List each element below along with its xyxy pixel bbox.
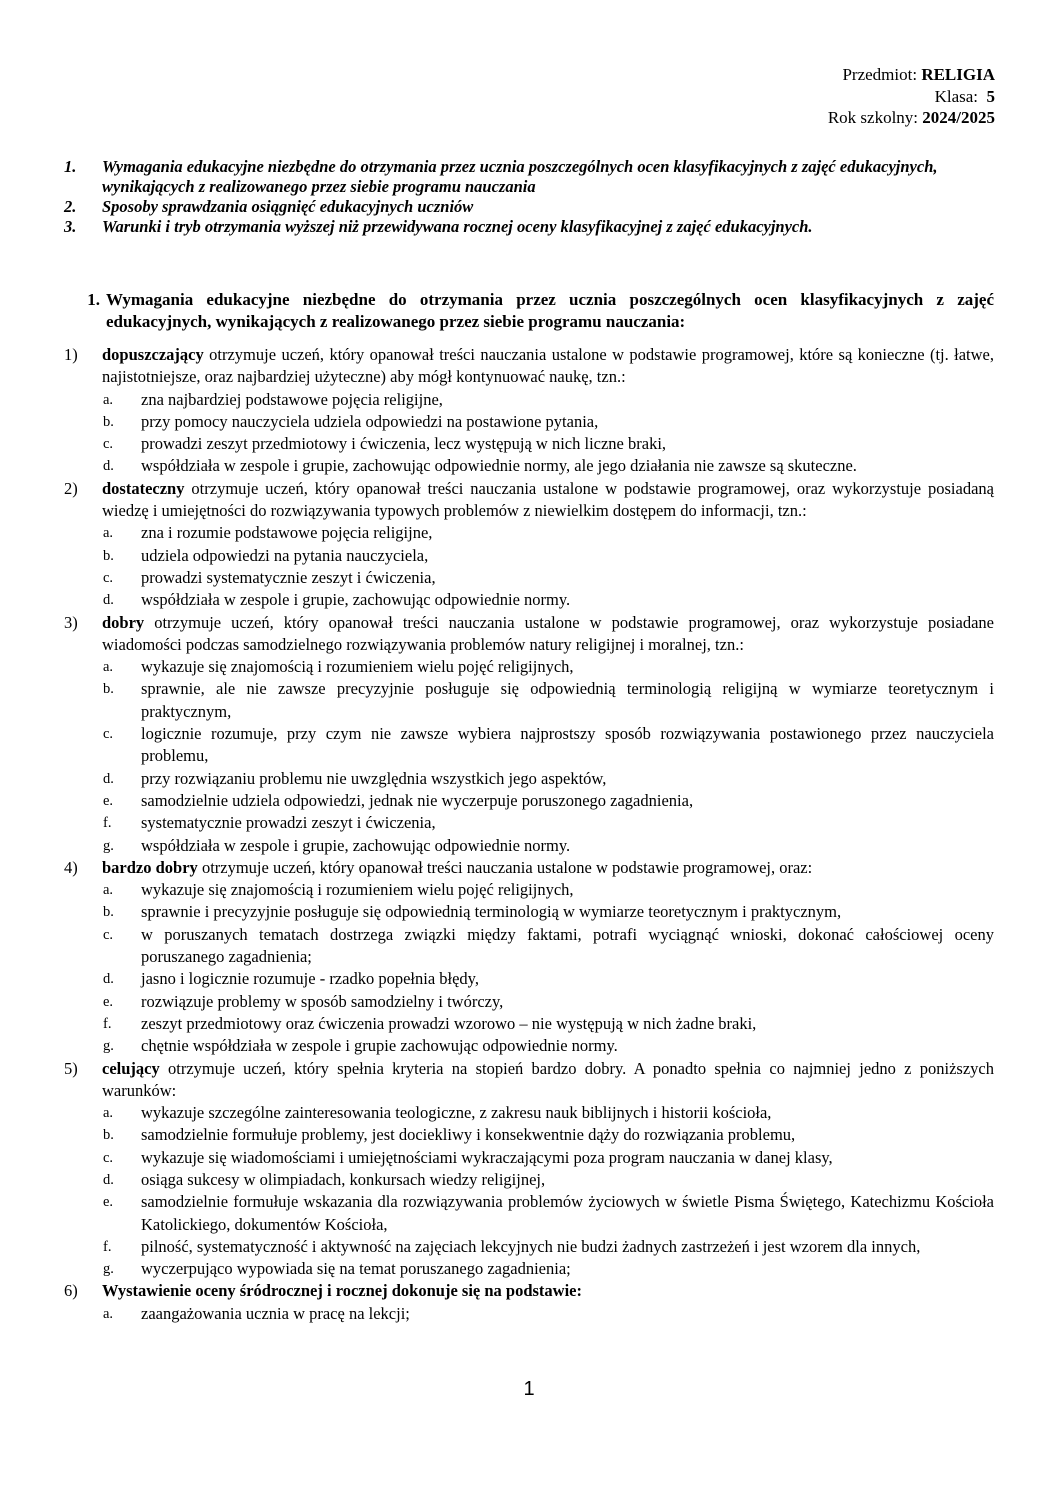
criterion-item (103, 991, 994, 1013)
criterion-letter: f. (103, 815, 112, 832)
criterion-letter: c. (103, 1149, 114, 1166)
criterion-letter: b. (103, 413, 114, 430)
criterion-text: zna i rozumie podstawowe pojęcia religijne, (141, 523, 433, 543)
grades-list (64, 344, 999, 1325)
criteria-list (103, 656, 994, 857)
class-label: Klasa: (934, 86, 978, 106)
criterion-letter: e. (103, 792, 114, 809)
criterion-text: zna najbardziej podstawowe pojęcia religijne, (141, 389, 443, 409)
criteria-list (103, 389, 994, 478)
criterion-item (103, 1258, 994, 1280)
year-label: Rok szkolny: (827, 108, 919, 127)
criterion-letter: c. (103, 726, 114, 743)
criterion-item (103, 924, 994, 969)
criterion-item (103, 1013, 994, 1035)
criterion-text: osiąga sukcesy w olimpiadach, konkursach wiedzy religijnej, (141, 1169, 546, 1189)
criterion-item (103, 389, 994, 411)
grade-body (102, 857, 994, 1058)
criterion-item (103, 1035, 994, 1057)
toc-item-text: Warunki i tryb otrzymania wyższej niż przewidywana rocznej oceny klasyfikacyjnej z zajęć edukacyjnych. (102, 217, 813, 236)
toc-item-number: 1. (64, 157, 77, 176)
subject-line (828, 64, 995, 86)
criterion-letter: c. (103, 926, 114, 943)
grade-number: 1) (64, 345, 78, 364)
section-number: 1. (87, 290, 100, 309)
page-number: 1 (523, 1378, 535, 1400)
criterion-letter: b. (103, 1127, 114, 1144)
year-value: 2024/2025 (922, 108, 995, 127)
criterion-item (103, 522, 994, 544)
criterion-letter: a. (103, 1105, 114, 1122)
section-title: Wymagania edukacyjne niezbędne do otrzymania przez ucznia poszczególnych ocen klasyfikacyjnych z zajęć edukacyjnych, wynikających z realizowanego przez siebie programu nauczania: (106, 290, 994, 331)
criterion-text: systematycznie prowadzi zeszyt i ćwiczenia, (141, 813, 436, 833)
grade-text: otrzymuje uczeń, który opanował treści nauczania ustalone w podstawie programowej, oraz wykorzystuje posiadane wiadomości podczas samodzielnego rozwiązywania problemów natury religijnej i moralnej, tzn.: (102, 612, 999, 654)
criteria-list (103, 522, 994, 611)
criterion-text: prowadzi zeszyt przedmiotowy i ćwiczenia, lecz występują w nich liczne braki, (141, 434, 667, 454)
criterion-item (103, 901, 994, 923)
criterion-item (103, 1191, 994, 1236)
toc-item (64, 157, 999, 197)
grade-name: Wystawienie oceny śródrocznej i rocznej dokonuje się na podstawie: (102, 1281, 582, 1301)
criterion-item (103, 567, 994, 589)
criterion-letter: d. (103, 592, 114, 609)
criterion-letter: d. (103, 458, 114, 475)
criterion-item (103, 768, 994, 790)
criterion-text: samodzielnie formułuje wskazania dla rozwiązywania problemów życiowych w świetle Pisma Świętego, Katechizmu Kościoła Katolickiego, dokumentów Kościoła, (141, 1192, 994, 1234)
criterion-text: udziela odpowiedzi na pytania nauczyciela, (141, 545, 429, 565)
subject-label: Przedmiot: (842, 65, 918, 84)
criterion-letter: a. (103, 391, 114, 408)
class-line (828, 86, 995, 108)
grade-name: bardzo dobry (102, 857, 198, 877)
grade-body (102, 612, 999, 857)
grade-description (102, 478, 999, 523)
criterion-text: samodzielnie formułuje problemy, jest dociekliwy i konsekwentnie dąży do rozwiązania problemu, (141, 1125, 796, 1145)
grade-text: otrzymuje uczeń, który opanował treści nauczania ustalone w podstawie programowej, oraz: (197, 857, 813, 877)
grade-name: dostateczny (102, 478, 185, 498)
criterion-letter: g. (103, 837, 114, 854)
criterion-item (103, 879, 994, 901)
grade-text: otrzymuje uczeń, który opanował treści nauczania ustalone w podstawie programowej, które są konieczne (tj. łatwe, najistotniejsze, oraz najbardziej użyteczne) aby mógł kontynuować naukę, tzn.: (102, 345, 999, 387)
criterion-text: wykazuje szczególne zainteresowania teologiczne, z zakresu nauk biblijnych i historii kościoła, (141, 1103, 772, 1123)
criterion-text: współdziała w zespole i grupie, zachowując odpowiednie normy. (141, 835, 571, 855)
criterion-item (103, 656, 994, 678)
grade-description (102, 612, 999, 657)
criterion-text: sprawnie, ale nie zawsze precyzyjnie posługuje się odpowiednią terminologią religijną w wymiarze teoretycznym i praktycznym, (141, 679, 994, 721)
criterion-letter: b. (103, 547, 114, 564)
criterion-letter: d. (103, 770, 114, 787)
grade-item (64, 478, 999, 612)
section-heading (64, 289, 994, 333)
criterion-letter: d. (103, 1171, 114, 1188)
criterion-letter: a. (103, 659, 114, 676)
grade-number: 5) (64, 1058, 78, 1078)
criterion-letter: g. (103, 1261, 114, 1278)
subject-value: RELIGIA (921, 65, 995, 84)
criterion-item (103, 968, 994, 990)
grade-body (102, 1058, 999, 1281)
criterion-item (103, 1102, 994, 1124)
criterion-text: wyczerpująco wypowiada się na temat poruszanego zagadnienia; (141, 1259, 571, 1279)
criterion-letter: f. (103, 1015, 112, 1032)
criterion-item (103, 1303, 994, 1325)
criterion-text: jasno i logicznie rozumuje - rzadko popełnia błędy, (141, 969, 479, 989)
criterion-text: w poruszanych tematach dostrzega związki między faktami, potrafi wyciągnąć wnioski, dokonać całościowej oceny poruszanego zagadnienia; (141, 924, 994, 967)
toc-item (64, 197, 999, 217)
criterion-letter: c. (103, 436, 114, 453)
grade-number: 2) (64, 478, 78, 498)
criterion-text: pilność, systematyczność i aktywność na zajęciach lekcyjnych nie budzi żadnych zastrzeżeń i jest wzorem dla innych, (141, 1236, 921, 1256)
criterion-item (103, 411, 994, 433)
grade-name: dopuszczający (102, 345, 204, 364)
toc-item-number: 2. (64, 197, 77, 216)
grade-item (64, 612, 999, 857)
criterion-letter: b. (103, 681, 114, 698)
criterion-text: wykazuje się znajomością i rozumieniem wielu pojęć religijnych, (141, 880, 574, 900)
criterion-item (103, 723, 994, 768)
criterion-text: zaangażowania ucznia w pracę na lekcji; (141, 1303, 410, 1323)
criterion-text: przy pomocy nauczyciela udziela odpowiedzi na postawione pytania, (141, 411, 599, 431)
grade-description (102, 1280, 994, 1302)
criterion-item (103, 455, 994, 477)
criterion-item (103, 1147, 994, 1169)
table-of-contents (64, 157, 999, 237)
criteria-list (103, 1303, 994, 1325)
grade-name: celujący (102, 1058, 160, 1078)
grade-item (64, 857, 994, 1058)
grade-body (102, 344, 999, 478)
criterion-letter: e. (103, 993, 114, 1010)
criterion-letter: c. (103, 569, 114, 586)
grade-description (102, 857, 994, 879)
criterion-text: rozwiązuje problemy w sposób samodzielny i twórczy, (141, 991, 504, 1011)
grade-body (102, 478, 999, 612)
criterion-item (103, 790, 994, 812)
criterion-item (103, 812, 994, 834)
criterion-letter: d. (103, 971, 114, 988)
grade-item (64, 1058, 999, 1281)
grade-description (102, 1058, 999, 1103)
criterion-item (103, 1236, 994, 1258)
criterion-text: wykazuje się wiadomościami i umiejętnościami wykraczającymi poza program nauczania w danej klasy, (141, 1147, 833, 1167)
criterion-item (103, 678, 994, 723)
toc-item-text: Wymagania edukacyjne niezbędne do otrzymania przez ucznia poszczególnych ocen klasyfikacyjnych z zajęć edukacyjnych, wynikających z realizowanego przez siebie programu nauczania (102, 157, 938, 196)
criterion-letter: a. (103, 525, 114, 542)
grade-number: 4) (64, 857, 78, 877)
criterion-text: prowadzi systematycznie zeszyt i ćwiczenia, (141, 567, 436, 587)
grade-item (64, 1280, 994, 1325)
criterion-letter: f. (103, 1238, 112, 1255)
criterion-letter: g. (103, 1038, 114, 1055)
grade-number: 3) (64, 612, 78, 632)
criteria-list (103, 879, 994, 1057)
class-value: 5 (986, 86, 995, 106)
criterion-text: przy rozwiązaniu problemu nie uwzględnia wszystkich jego aspektów, (141, 768, 607, 788)
grade-text: otrzymuje uczeń, który opanował treści nauczania ustalone w podstawie programowej, oraz wykorzystuje posiadaną wiedzę i umiejętności do rozwiązywania typowych problemów z niewielkim dostępem do informacji, tzn.: (102, 478, 999, 521)
toc-item-text: Sposoby sprawdzania osiągnięć edukacyjnych uczniów (102, 197, 474, 216)
grade-number: 6) (64, 1281, 78, 1301)
criterion-letter: a. (103, 1305, 114, 1322)
criterion-text: współdziała w zespole i grupie, zachowując odpowiednie normy, ale jego działania nie zawsze są skuteczne. (141, 456, 857, 476)
grade-name: dobry (102, 612, 145, 632)
criterion-item (103, 589, 994, 611)
criterion-item (103, 545, 994, 567)
criterion-text: logicznie rozumuje, przy czym nie zawsze wybiera najprostszy sposób rozwiązywania postawionego przez nauczyciela problemu, (141, 724, 994, 766)
grade-item (64, 344, 999, 478)
toc-item-number: 3. (64, 217, 77, 236)
document-header (828, 64, 995, 129)
criterion-item (103, 835, 994, 857)
criterion-item (103, 1169, 994, 1191)
grade-body (102, 1280, 994, 1325)
toc-item (64, 217, 999, 237)
criterion-item (103, 433, 994, 455)
criterion-text: chętnie współdziała w zespole i grupie zachowując odpowiednie normy. (141, 1036, 618, 1056)
criterion-letter: a. (103, 882, 114, 899)
year-line (828, 107, 995, 129)
criteria-list (103, 1102, 994, 1280)
grade-description (102, 344, 999, 389)
criterion-letter: e. (103, 1194, 114, 1211)
criterion-text: samodzielnie udziela odpowiedzi, jednak nie wyczerpuje poruszonego zagadnienia, (141, 790, 694, 810)
grade-text: otrzymuje uczeń, który spełnia kryteria na stopień bardzo dobry. A ponadto spełnia co najmniej jedno z poniższych warunków: (102, 1058, 999, 1100)
criterion-letter: b. (103, 904, 114, 921)
criterion-item (103, 1124, 994, 1146)
criterion-text: zeszyt przedmiotowy oraz ćwiczenia prowadzi wzorowo – nie występują w nich żadne braki, (141, 1013, 757, 1033)
criterion-text: wykazuje się znajomością i rozumieniem wielu pojęć religijnych, (141, 657, 574, 677)
criterion-text: współdziała w zespole i grupie, zachowując odpowiednie normy. (141, 590, 571, 610)
criterion-text: sprawnie i precyzyjnie posługuje się odpowiednią terminologią w wymiarze teoretycznym i praktycznym, (141, 902, 842, 922)
